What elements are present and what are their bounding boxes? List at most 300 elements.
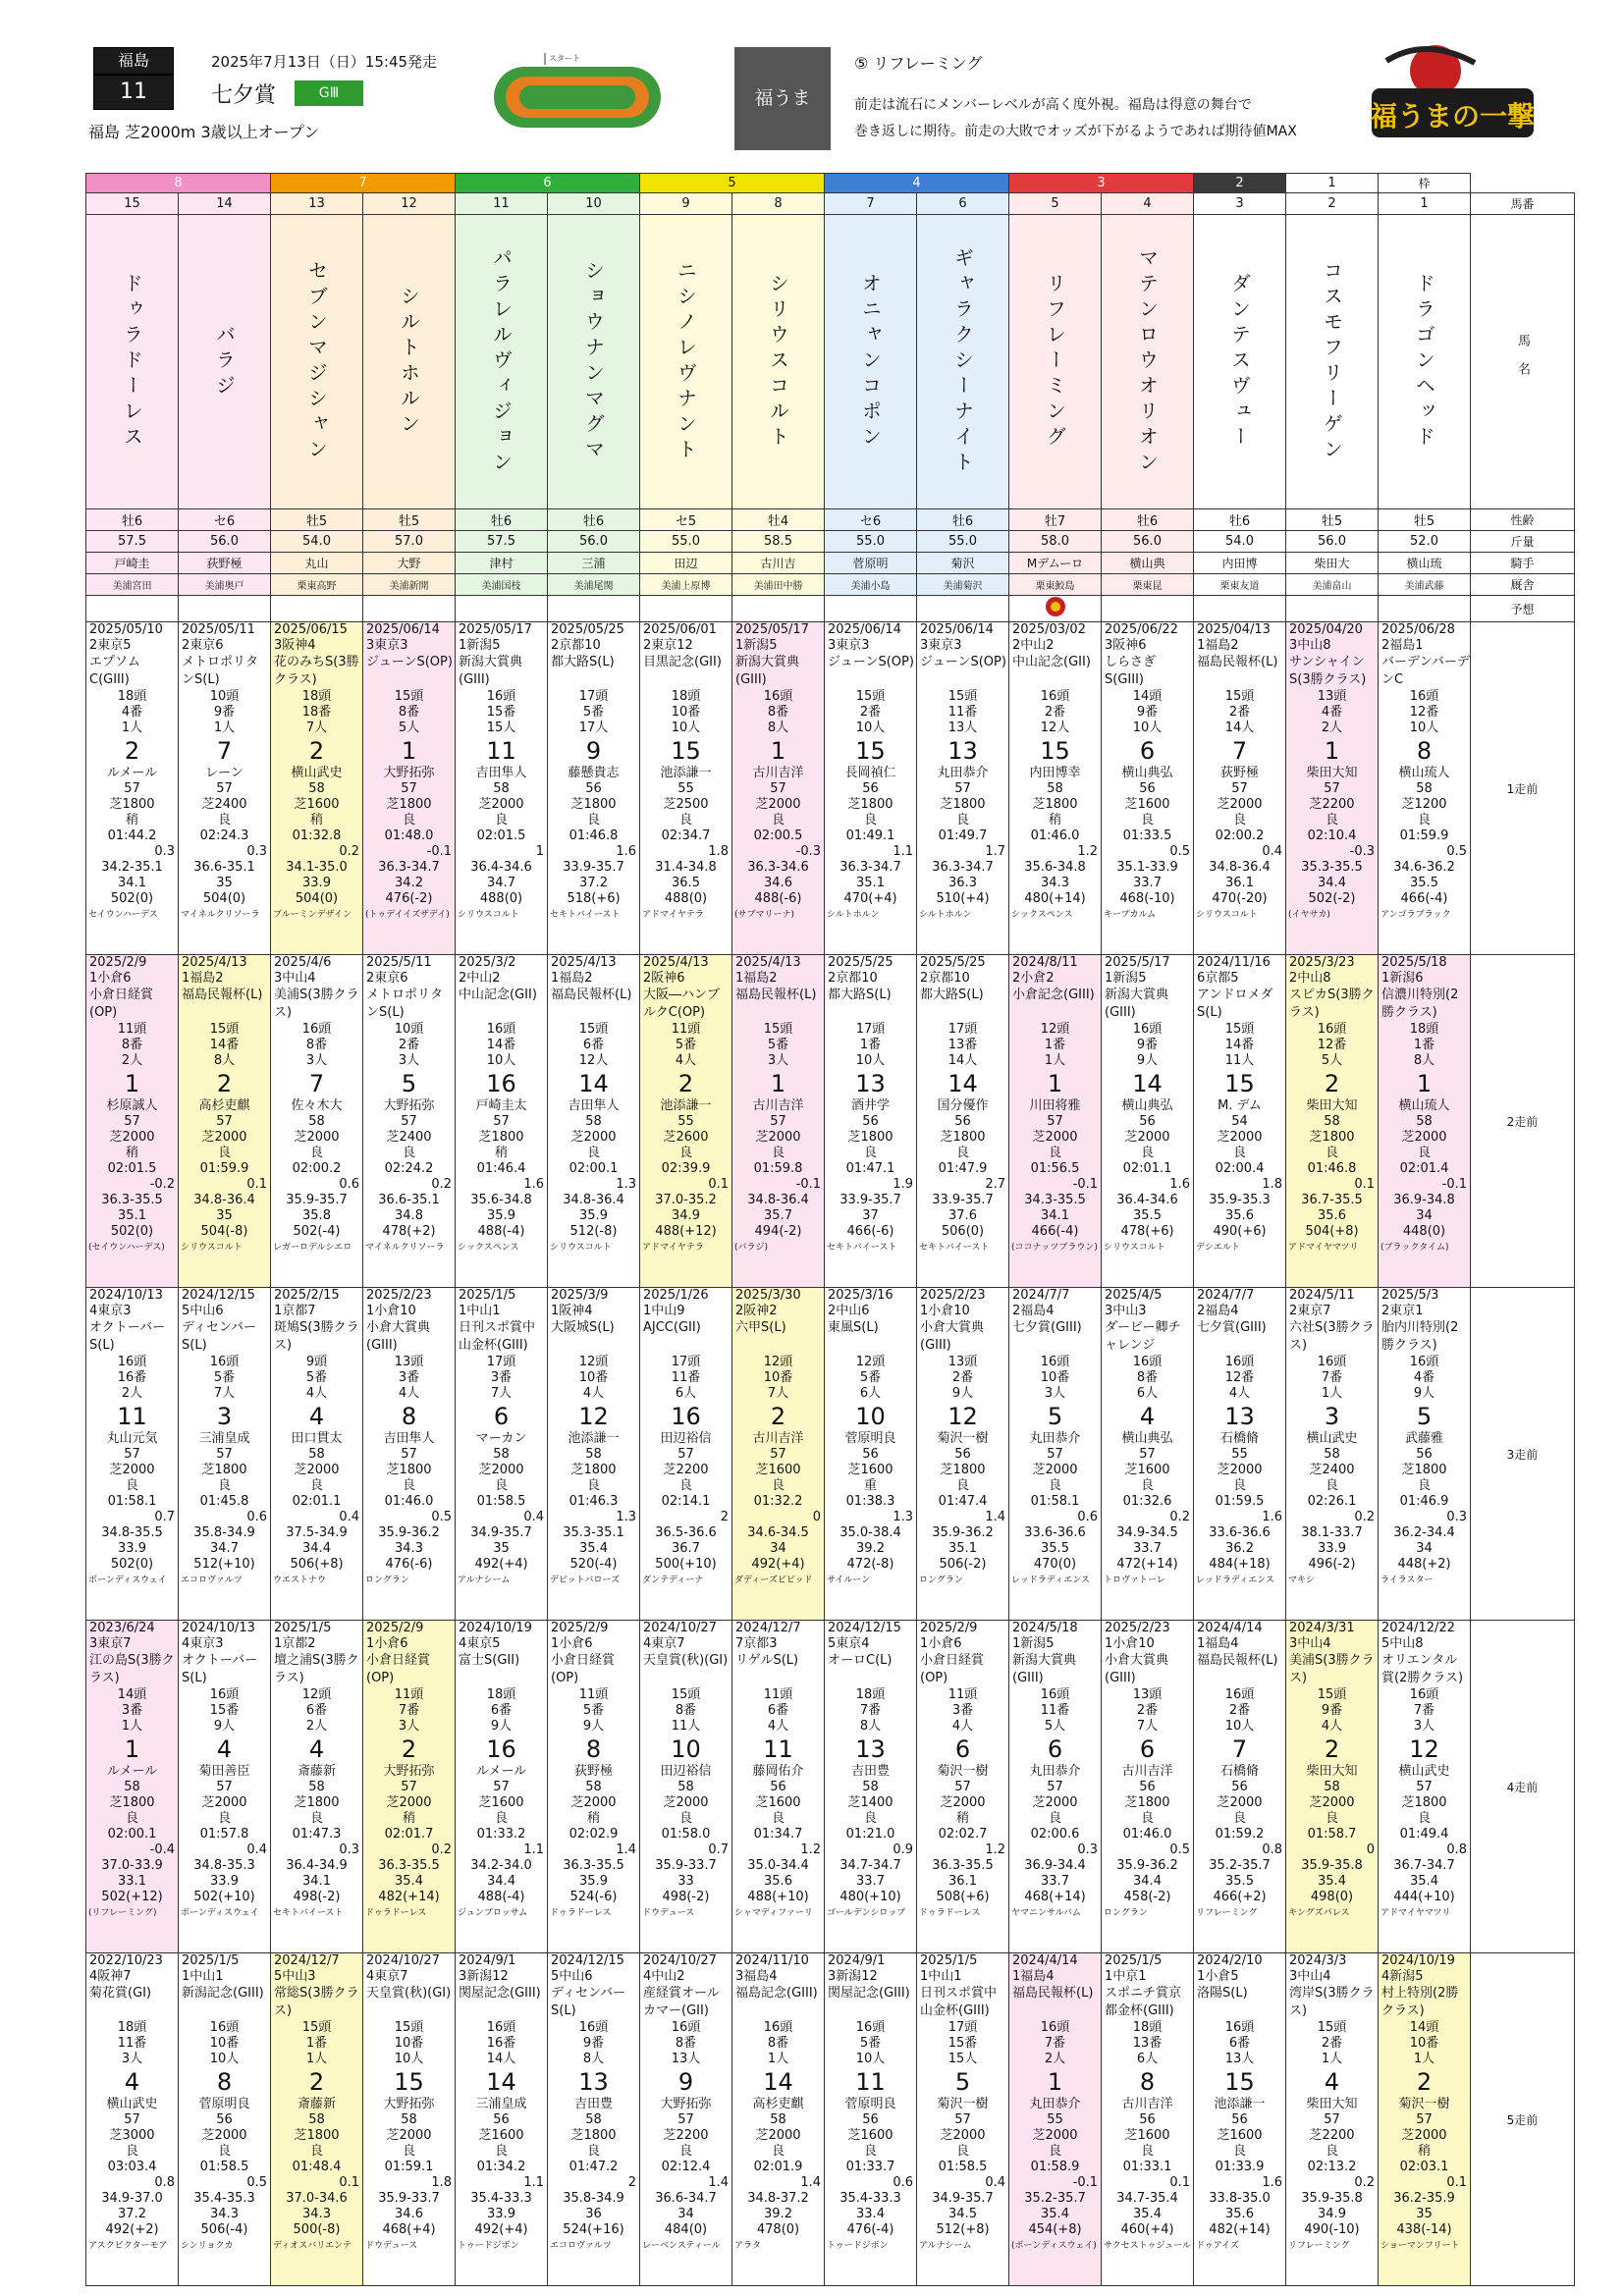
past-race-cell [1286, 1953, 1379, 2286]
last-3f: 33.7 [1133, 876, 1162, 890]
finish-position: 8 [1139, 2068, 1156, 2096]
race-title: 福島民報杯(L) [735, 988, 817, 1002]
finish-position: 2 [1324, 1070, 1340, 1097]
body-weight: 468(-10) [1119, 891, 1175, 906]
race-title: 壇之浦S(3勝クラス) [274, 1653, 359, 1685]
finish-time: 02:01.5 [476, 828, 526, 843]
opponent-name: シリウスコルト [1104, 1243, 1165, 1253]
popularity: 4人 [305, 1386, 328, 1401]
no-value: 1 [1420, 196, 1429, 211]
last-3f: 39.2 [764, 2207, 792, 2221]
stable-value: 美浦畠山 [1312, 580, 1352, 592]
last-3f: 33.9 [302, 876, 331, 890]
jockey-name: 横山典弘 [1121, 1098, 1173, 1113]
opponent-name: アルナシーム [919, 2241, 972, 2251]
finish-time: 02:01.7 [384, 1827, 434, 1842]
race-title: スピカS(3勝クラス) [1289, 988, 1375, 1020]
course-distance: 芝1600 [478, 2128, 524, 2143]
margin: 0.2 [431, 1842, 452, 1857]
carried-weight: 54 [1231, 1114, 1248, 1129]
going: 良 [1048, 1811, 1061, 1826]
last-3f: 35.4 [395, 1874, 423, 1889]
course-distance: 芝2600 [663, 1130, 709, 1145]
finish-position: 3 [216, 1403, 233, 1430]
race-venue: 1新潟5 [459, 638, 501, 653]
popularity: 13人 [947, 721, 978, 735]
kin-cell [1286, 531, 1379, 553]
going: 良 [402, 1478, 415, 1493]
opponent-name: (リフレーミング) [88, 1908, 157, 1918]
no-cell [1194, 193, 1286, 215]
pace: 36.6-35.1 [193, 860, 255, 875]
jockey-cell [732, 553, 825, 574]
jockey-value: 荻野極 [206, 557, 243, 570]
carried-weight: 56 [770, 1780, 786, 1794]
carried-weight: 57 [1324, 2112, 1340, 2127]
finish-position: 5 [954, 2068, 971, 2096]
going: 良 [1417, 1146, 1431, 1160]
field-size: 11頭 [947, 1687, 978, 1702]
field-size: 18頭 [1132, 2020, 1163, 2035]
margin: 1.1 [893, 844, 913, 859]
finish-position: 14 [486, 2068, 516, 2096]
kin-value: 55.0 [948, 534, 977, 549]
field-size: 17頭 [671, 1355, 701, 1369]
body-weight: 468(+4) [382, 2222, 436, 2237]
horse-name-cell [179, 215, 271, 509]
body-weight: 502(0) [110, 1557, 154, 1572]
post-number: 6番 [305, 1703, 328, 1718]
race-venue: 2福島1 [1381, 638, 1424, 653]
horse-name: マテンロウオリオン [1135, 246, 1160, 477]
course-distance: 芝1600 [1217, 2128, 1263, 2143]
finish-time: 01:49.1 [845, 828, 895, 843]
post-number: 14番 [209, 1038, 240, 1052]
race-header [0, 0, 1624, 162]
jockey-name: 大野拓弥 [660, 2097, 712, 2111]
jockey-name: 池添謙一 [660, 1098, 712, 1113]
finish-time: 01:45.8 [199, 1494, 249, 1509]
horse-name-cell [1286, 215, 1379, 509]
kin-cell [1102, 531, 1194, 553]
past-race-cell [825, 1621, 917, 1953]
post-number: 4番 [121, 705, 143, 720]
finish-position: 6 [1139, 737, 1156, 765]
opponent-name: (バラジ) [734, 1243, 769, 1253]
course-distance: 芝1800 [570, 797, 617, 812]
carried-weight: 56 [1139, 1114, 1156, 1129]
opponent-name: リフレーミング [1288, 2241, 1350, 2251]
going: 良 [863, 1146, 877, 1160]
margin: 2.7 [985, 1177, 1005, 1192]
going: 良 [771, 1146, 785, 1160]
race-date: 2025/06/14 [366, 622, 440, 637]
post-number: 3番 [398, 1370, 420, 1385]
race-title: 小倉大賞典(GIII) [920, 1320, 985, 1353]
body-weight: 498(-2) [662, 1890, 710, 1904]
race-venue: 7京都3 [735, 1636, 778, 1651]
post-number: 16番 [117, 1370, 147, 1385]
popularity: 7人 [213, 1386, 236, 1401]
field-size: 16頭 [855, 2020, 886, 2035]
label-weight: 斤量 [1510, 535, 1535, 549]
post-number: 10番 [763, 1370, 793, 1385]
field-size: 14頭 [117, 1687, 147, 1702]
popularity: 10人 [855, 2052, 886, 2066]
pace: 33.9-35.7 [563, 860, 624, 875]
finish-position: 7 [1231, 737, 1248, 765]
jockey-cell [1102, 553, 1194, 574]
stable-cell [179, 574, 271, 596]
past-race-cell [917, 622, 1009, 955]
opponent-name: マキシ [1288, 1575, 1315, 1585]
prediction-cell [1194, 596, 1286, 622]
race-date: 2024/4/14 [1197, 1621, 1263, 1635]
opponent-name: トゥードジボン [827, 2241, 889, 2251]
opponent-name: シリウスコルト [458, 910, 519, 920]
body-weight: 512(-8) [569, 1224, 618, 1239]
finish-position: 2 [308, 737, 325, 765]
opponent-name: アルナシーム [458, 1575, 511, 1585]
pace: 33.6-36.6 [1024, 1525, 1086, 1540]
race-venue: 3中山3 [1105, 1304, 1147, 1318]
jockey-name: 田辺裕信 [660, 1764, 712, 1779]
stable-value: 美浦新開 [389, 580, 429, 592]
carried-weight: 58 [493, 781, 510, 796]
last-3f: 35.9 [579, 1874, 608, 1889]
carried-weight: 57 [954, 1780, 971, 1794]
comment-line-1: 前走は流石にメンバーレベルが高く度外視。福島は得意の舞台で [854, 97, 1252, 113]
post-number: 10番 [1040, 1370, 1070, 1385]
carried-weight: 58 [308, 1114, 325, 1129]
pace: 35.8-34.9 [563, 2191, 624, 2206]
body-weight: 470(0) [1033, 1557, 1077, 1572]
row-label [1379, 174, 1471, 193]
kin-cell [86, 531, 179, 553]
finish-position: 12 [1409, 1735, 1439, 1763]
frame-number: 1 [1327, 176, 1336, 190]
opponent-name: ダンテディーナ [642, 1575, 704, 1585]
past-race-cell [825, 1288, 917, 1621]
race-title: 小倉日経賞(OP) [89, 988, 154, 1020]
race-venue: 1小倉6 [366, 1636, 408, 1651]
race-venue: 1新潟5 [1105, 971, 1147, 986]
race-venue: 2東京7 [1289, 1304, 1331, 1318]
margin: 0.2 [431, 1177, 452, 1192]
field-size: 16頭 [1132, 1022, 1163, 1037]
post-number: 2番 [1044, 705, 1066, 720]
racecourse-label: 福島 [93, 47, 174, 75]
pace: 36.4-34.6 [1116, 1193, 1178, 1207]
going: 稍 [309, 813, 323, 828]
jockey-name: 大野拓弥 [383, 1098, 435, 1113]
going: 良 [1140, 1146, 1154, 1160]
going: 良 [1140, 2144, 1154, 2159]
jockey-cell [1194, 553, 1286, 574]
race-title: 菊花賞(GI) [89, 1986, 152, 2001]
carried-weight: 58 [1324, 1114, 1340, 1129]
past-race-cell [86, 1953, 179, 2286]
last-3f: 34.1 [118, 876, 146, 890]
sexage-value: 牡5 [1321, 514, 1343, 529]
popularity: 5人 [1321, 1053, 1343, 1068]
margin: 0.6 [246, 1510, 267, 1524]
popularity: 4人 [951, 1719, 974, 1734]
kin-value: 56.0 [1133, 534, 1162, 549]
finish-position: 2 [1324, 1735, 1340, 1763]
finish-position: 11 [855, 2068, 886, 2096]
finish-time: 01:58.5 [938, 2160, 988, 2174]
past-race-cell [825, 1953, 917, 2286]
kin-value: 54.0 [302, 534, 331, 549]
race-title: ディセンバーS(L) [182, 1320, 257, 1353]
jockey-name: 藤岡佑介 [752, 1764, 804, 1779]
course-distance: 芝2000 [386, 2128, 432, 2143]
body-weight: 490(+6) [1213, 1224, 1267, 1239]
pace: 36.9-34.4 [1024, 1858, 1086, 1873]
post-number: 8番 [1136, 1370, 1159, 1385]
popularity: 10人 [671, 721, 701, 735]
going: 良 [309, 2144, 323, 2159]
pace: 35.2-35.7 [1024, 2191, 1086, 2206]
sexage-value: 牡5 [398, 514, 420, 529]
race-venue: 4東京7 [643, 1636, 685, 1651]
race-venue: 1阪神4 [551, 1304, 593, 1318]
horse-name-cell [732, 215, 825, 509]
race-venue: 3阪神6 [1105, 638, 1147, 653]
race-date: 2025/1/5 [274, 1621, 332, 1635]
popularity: 1人 [213, 721, 236, 735]
jockey-name: 池添謙一 [1214, 2097, 1266, 2111]
jockey-name: 古川吉洋 [752, 1431, 804, 1446]
last-3f: 35.9 [487, 1208, 515, 1223]
race-date: 2025/05/17 [459, 622, 532, 637]
finish-time: 01:33.2 [476, 1827, 526, 1842]
race-date: 2025/2/15 [274, 1288, 340, 1303]
field-size: 15頭 [1317, 1687, 1347, 1702]
body-weight: 488(-6) [754, 891, 802, 906]
finish-time: 01:21.0 [845, 1827, 895, 1842]
race-venue: 2阪神2 [735, 1304, 778, 1318]
jockey-name: 菊沢一樹 [937, 1764, 989, 1779]
field-size: 15頭 [578, 1022, 609, 1037]
jockey-value: 内田博 [1221, 557, 1258, 570]
race-date: 2025/05/17 [735, 622, 809, 637]
body-weight: 488(0) [664, 891, 708, 906]
field-size: 16頭 [671, 2020, 701, 2035]
body-weight: 518(+6) [567, 891, 621, 906]
going: 良 [586, 813, 600, 828]
finish-position: 4 [308, 1403, 325, 1430]
race-title: 新潟記念(GIII) [182, 1986, 264, 2001]
stable-cell [86, 574, 179, 596]
race-title: バーデンバーデンC [1381, 655, 1470, 687]
opponent-name: シリウスコルト [1196, 910, 1258, 920]
post-number: 8番 [767, 705, 789, 720]
opponent-name: ヤマニンサルバム [1011, 1908, 1081, 1918]
kin-value: 56.0 [579, 534, 608, 549]
post-number: 10番 [1409, 2036, 1439, 2051]
going: 良 [1140, 1811, 1154, 1826]
jockey-name: 長岡禎仁 [844, 766, 896, 780]
body-weight: 448(0) [1402, 1224, 1446, 1239]
pace: 37.0-33.9 [101, 1858, 163, 1873]
last-3f: 34.3 [395, 1541, 423, 1556]
field-size: 11頭 [117, 1022, 147, 1037]
kin-value: 55.0 [856, 534, 885, 549]
field-size: 13頭 [394, 1355, 424, 1369]
popularity: 7人 [305, 721, 328, 735]
past-race-cell [1286, 955, 1379, 1288]
field-size: 17頭 [578, 689, 609, 704]
finish-position: 8 [585, 1735, 602, 1763]
course-distance: 芝2000 [1032, 1463, 1078, 1477]
post-number: 4番 [1413, 1370, 1435, 1385]
going: 良 [955, 2144, 969, 2159]
race-venue: 4新潟5 [1381, 1969, 1424, 1984]
jockey-name: 高杉吏麒 [198, 1098, 250, 1113]
last-3f: 36.1 [948, 1874, 977, 1889]
last-3f: 35.8 [302, 1208, 331, 1223]
course-distance: 芝1800 [940, 1130, 986, 1145]
finish-position: 16 [486, 1735, 516, 1763]
course-distance: 芝1800 [1401, 1795, 1447, 1810]
finish-time: 01:34.7 [753, 1827, 803, 1842]
race-title: 美浦S(3勝クラス) [274, 988, 359, 1020]
body-weight: 470(-20) [1212, 891, 1268, 906]
popularity: 10人 [486, 1053, 516, 1068]
finish-position: 1 [1324, 737, 1340, 765]
race-venue: 1京都2 [274, 1636, 316, 1651]
last-3f: 35 [493, 1541, 510, 1556]
course-distance: 芝1800 [109, 1795, 155, 1810]
last-3f: 34.9 [672, 1208, 700, 1223]
course-distance: 芝2000 [755, 2128, 801, 2143]
body-weight: 492(+4) [474, 1557, 528, 1572]
finish-position: 14 [1132, 1070, 1163, 1097]
body-weight: 458(-2) [1123, 1890, 1171, 1904]
popularity: 5人 [398, 721, 420, 735]
going: 良 [863, 1811, 877, 1826]
race-title: 関屋記念(GIII) [459, 1986, 541, 2001]
finish-position: 13 [578, 2068, 609, 2096]
popularity: 4人 [1321, 1719, 1343, 1734]
post-number: 1番 [1044, 1038, 1066, 1052]
race-title: 産経賞オールカマー(GII) [643, 1986, 720, 2018]
opponent-name: シルトホルン [919, 910, 972, 920]
carried-weight: 56 [1231, 2112, 1248, 2127]
course-distance: 芝1800 [201, 1463, 247, 1477]
past-race-cell [1379, 955, 1471, 1288]
going: 稍 [1417, 2144, 1431, 2159]
jockey-name: 荻野極 [1219, 766, 1259, 780]
past-race-cell [456, 1288, 548, 1621]
field-size: 14頭 [1132, 689, 1163, 704]
race-title: 富士S(GII) [459, 1653, 520, 1668]
jockey-name: 三浦皇成 [475, 2097, 527, 2111]
post-number: 6番 [490, 1703, 513, 1718]
kin-value: 57.5 [487, 534, 515, 549]
race-title: メトロポリタンS(L) [366, 988, 444, 1020]
body-weight: 476(-4) [846, 2222, 894, 2237]
body-weight: 472(+14) [1116, 1557, 1178, 1572]
popularity: 4人 [767, 1719, 789, 1734]
opponent-name: レッドラディエンス [1196, 1575, 1274, 1585]
popularity: 5人 [1044, 1719, 1066, 1734]
last-3f: 36 [585, 2207, 602, 2221]
field-size: 11頭 [394, 1687, 424, 1702]
jockey-name: 菊沢一樹 [937, 2097, 989, 2111]
pace: 35.3-35.5 [1301, 860, 1363, 875]
jockey-name: M. デム [1218, 1098, 1262, 1113]
prediction-cell [640, 596, 732, 622]
finish-position: 2 [124, 737, 140, 765]
fukuuma-logo [1367, 41, 1539, 151]
post-number: 11番 [117, 2036, 147, 2051]
popularity: 10人 [1409, 721, 1439, 735]
race-title: オクトーバーS(L) [182, 1653, 258, 1685]
opponent-name: ロングラン [1104, 1908, 1148, 1918]
pace: 34.6-36.2 [1393, 860, 1455, 875]
race-venue: 4東京3 [89, 1304, 132, 1318]
body-weight: 510(+4) [936, 891, 990, 906]
opponent-name: サクセストゥジュール [1104, 2241, 1192, 2251]
opponent-name: シックスペンス [458, 1243, 519, 1253]
going: 良 [402, 813, 415, 828]
no-cell [640, 193, 732, 215]
jockey-value: 菅原明 [852, 557, 889, 570]
race-venue: 3東京3 [366, 638, 408, 653]
past-race-cell [1102, 1621, 1194, 1953]
carried-weight: 56 [862, 1114, 879, 1129]
course-distance: 芝1800 [1309, 1130, 1355, 1145]
post-number: 15番 [486, 705, 516, 720]
no-cell [917, 193, 1009, 215]
field-size: 16頭 [1040, 1687, 1070, 1702]
last-3f: 39.2 [856, 1541, 885, 1556]
pace: 37.0-35.2 [655, 1193, 717, 1207]
race-title: 七夕賞(GIII) [1012, 1320, 1082, 1335]
pace: 36.3-34.7 [932, 860, 994, 875]
body-weight: 492(+4) [474, 2222, 528, 2237]
stable-cell [1379, 574, 1471, 596]
post-number: 1番 [1413, 1038, 1435, 1052]
body-weight: 512(+10) [193, 1557, 255, 1572]
finish-position: 7 [308, 1070, 325, 1097]
post-number: 6番 [1228, 2036, 1251, 2051]
last-3f: 33.9 [487, 2207, 515, 2221]
carried-weight: 58 [401, 2112, 417, 2127]
last-3f: 36.3 [948, 876, 977, 890]
no-value: 11 [493, 196, 510, 211]
kin-value: 56.0 [210, 534, 239, 549]
field-size: 12頭 [301, 1687, 332, 1702]
past-race-cell [1009, 1621, 1102, 1953]
race-title: 洛陽S(L) [1197, 1986, 1248, 2001]
pace: 33.9-35.7 [839, 1193, 901, 1207]
pace: 35.0-34.4 [747, 1858, 809, 1873]
carried-weight: 58 [1416, 781, 1433, 796]
popularity: 9人 [213, 1719, 236, 1734]
race-venue: 1中京1 [1105, 1969, 1147, 1984]
jockey-name: 菊沢一樹 [1398, 2097, 1450, 2111]
popularity: 7人 [490, 1386, 513, 1401]
kin-value: 56.0 [1318, 534, 1346, 549]
last-3f: 34.6 [764, 876, 792, 890]
jockey-cell [86, 553, 179, 574]
field-size: 14頭 [1409, 2020, 1439, 2035]
jockey-cell [825, 553, 917, 574]
